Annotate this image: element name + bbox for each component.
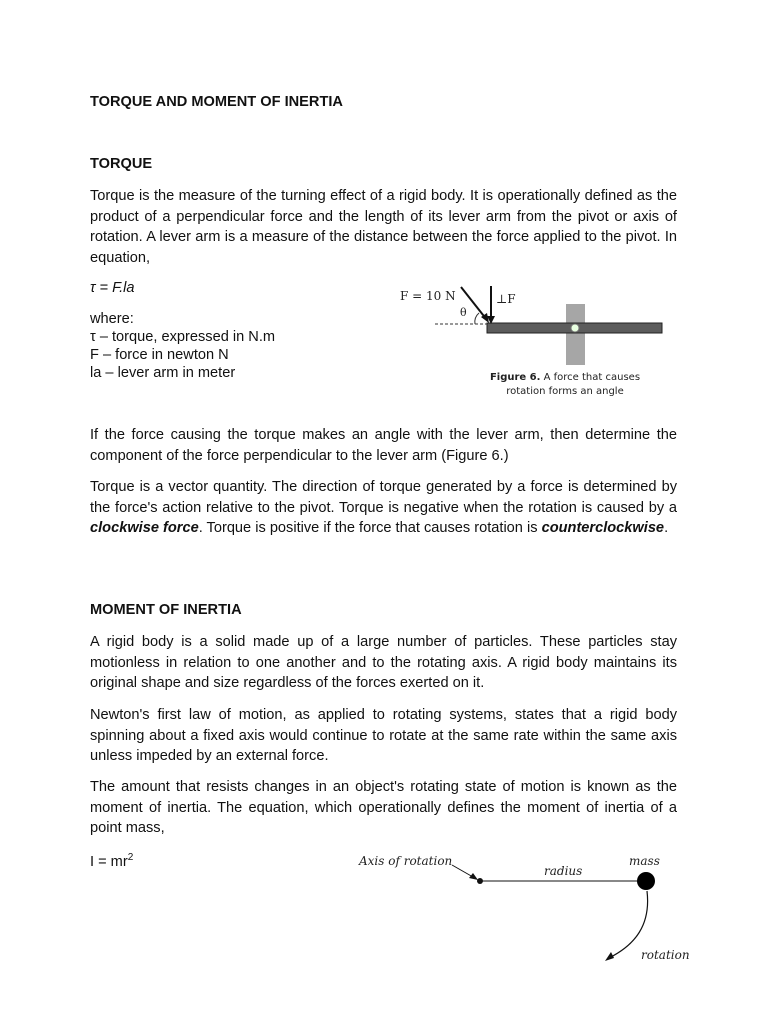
- axis-pointer-arrowhead: [469, 873, 478, 880]
- torque-paragraph-3: Torque is a vector quantity. The direction of torque generated by a force is determined by the force's action relative to the pivot. Torque is negative when the rotation is caused by a clockwise force. Torque is positive if the force that causes rotation is counterclockwise.: [90, 479, 677, 537]
- torque-equation: τ = F.la: [90, 280, 135, 296]
- angle-arc: [475, 313, 479, 324]
- where-label: where:: [90, 311, 134, 327]
- axis-of-rotation-label: Axis of rotation: [359, 854, 453, 868]
- rotation-label: rotation: [641, 948, 690, 962]
- counterclockwise-emphasis: counterclockwise: [541, 520, 665, 537]
- torque-heading: TORQUE: [90, 156, 153, 172]
- definition-lever-arm: la – lever arm in meter: [90, 365, 236, 381]
- force-label: F = 10 N: [400, 289, 456, 303]
- axis-pointer-line: [452, 865, 473, 877]
- rotation-arrowhead: [605, 952, 614, 961]
- inertia-paragraph-3: The amount that resists changes in an object's rotating state of motion is known as the moment of inertia. The equation, which operationally defines the moment of inertia of a point mass,: [90, 779, 677, 837]
- mass-label: mass: [629, 854, 660, 868]
- inertia-diagram: [355, 845, 695, 975]
- pivot-point: [571, 324, 579, 332]
- definition-force: F – force in newton N: [90, 347, 229, 363]
- inertia-paragraph-2: Newton's first law of motion, as applied to rotating systems, states that a rigid body spinning about a fixed axis would continue to rotate at the same rate within the same axis unless impeded by an external force.: [90, 707, 677, 765]
- perpendicular-force-label: ⊥F: [496, 292, 516, 306]
- inertia-heading: MOMENT OF INERTIA: [90, 602, 242, 618]
- angle-label: θ: [460, 306, 467, 319]
- point-mass: [637, 872, 655, 890]
- radius-label: radius: [544, 864, 583, 878]
- pivot-support: [566, 304, 585, 365]
- figure-6-diagram: [395, 280, 675, 370]
- torque-paragraph-2: If the force causing the torque makes an angle with the lever arm, then determine the component of the force perpendicular to the lever arm (Figure 6.): [90, 427, 677, 464]
- clockwise-emphasis: clockwise force: [90, 520, 199, 537]
- inertia-paragraph-1: A rigid body is a solid made up of a large number of particles. These particles stay motionless in relation to one another and to the rotating axis. A rigid body maintains its original shape and size regardless of the forces exerted on it.: [90, 634, 677, 692]
- definition-torque: τ – torque, expressed in N.m: [90, 329, 276, 345]
- figure-6-caption: Figure 6. A force that causes rotation forms an angle: [489, 372, 641, 397]
- inertia-equation: $I = mr^2$: [90, 852, 134, 870]
- torque-paragraph-1: Torque is the measure of the turning effect of a rigid body. It is operationally defined as the product of a perpendicular force and the length of its lever arm from the pivot or axis of rotation. A lever arm is a measure of the distance between the force applied to the pivot. In equation,: [90, 188, 677, 266]
- document-title: TORQUE AND MOMENT OF INERTIA: [90, 94, 343, 110]
